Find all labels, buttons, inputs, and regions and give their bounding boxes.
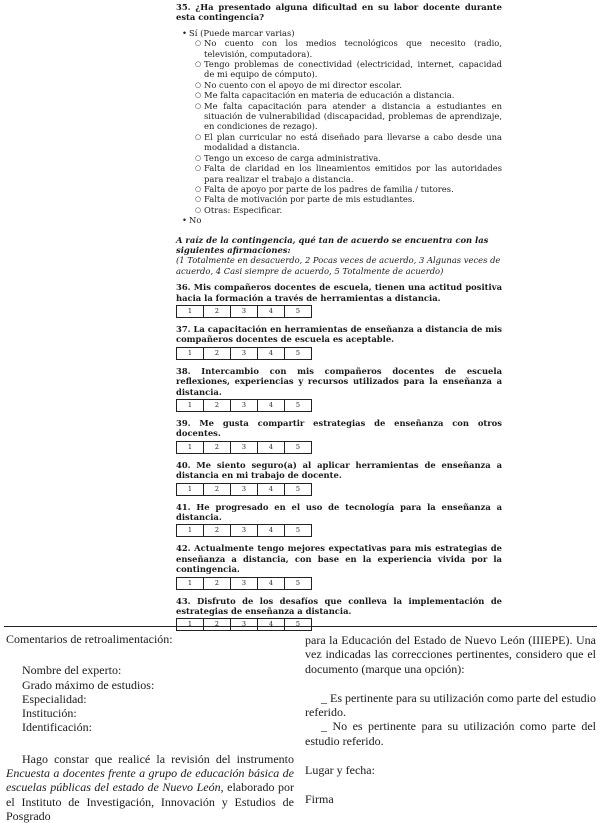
attest-post: , elaborado por el Instituto de Investigación, Innovación y Estudios de Posgrado [6, 780, 294, 823]
answer-no[interactable] [182, 215, 502, 225]
scale-option-5[interactable]: 5 [285, 347, 312, 359]
likert-scale [176, 577, 312, 590]
scale-option-2[interactable]: 2 [204, 619, 231, 631]
scale-option-1[interactable]: 1 [177, 483, 204, 495]
circle-bullet-icon: ○ [195, 80, 202, 89]
likert-scale [176, 618, 312, 631]
option-label: El plan curricular no está diseñado para llevarse a cabo desde una modalidad a distancia. [204, 131, 502, 153]
scale-option-3[interactable]: 3 [231, 305, 258, 317]
scale-option-4[interactable]: 4 [258, 400, 285, 412]
circle-bullet-icon: ○ [195, 195, 202, 204]
option-item-other[interactable] [195, 205, 502, 215]
scale-option-2[interactable]: 2 [204, 441, 231, 453]
scale-option-1[interactable]: 1 [177, 577, 204, 589]
option-label: Tengo un exceso de carga administrativa. [204, 152, 381, 163]
scale-option-4[interactable]: 4 [258, 483, 285, 495]
option-item[interactable] [195, 59, 502, 80]
survey-section [176, 2, 502, 631]
field-identification[interactable]: Identificación: [22, 720, 92, 735]
scale-option-4[interactable]: 4 [258, 305, 285, 317]
scale-option-2[interactable]: 2 [204, 483, 231, 495]
option-item[interactable] [195, 80, 502, 90]
scale-option-5[interactable]: 5 [285, 619, 312, 631]
signature-field[interactable]: Firma [305, 792, 334, 807]
scale-option-2[interactable]: 2 [204, 347, 231, 359]
scale-option-1[interactable]: 1 [177, 441, 204, 453]
field-specialty[interactable]: Especialidad: [22, 691, 87, 706]
scale-option-1[interactable]: 1 [177, 347, 204, 359]
option-label: No cuento con el apoyo de mi director escolar. [204, 79, 402, 90]
scale-option-5[interactable]: 5 [285, 441, 312, 453]
attestation-continuation: para la Educación del Estado de Nuevo León (IIIEPE). Una vez indicadas las correcciones pertinentes, considero que el documento (marque una opción): [305, 633, 596, 676]
scale-option-1[interactable]: 1 [177, 400, 204, 412]
feedback-left-column [6, 632, 294, 823]
feedback-right-column [305, 633, 596, 807]
field-max-degree[interactable]: Grado máximo de estudios: [22, 677, 155, 692]
likert-scale [176, 441, 312, 454]
circle-bullet-icon: ○ [195, 153, 202, 162]
expert-fields [22, 663, 294, 734]
scale-option-5[interactable]: 5 [285, 305, 312, 317]
likert-item [176, 418, 502, 454]
option-item[interactable] [195, 101, 502, 132]
likert-items [176, 282, 502, 631]
likert-question: 40. Me siento seguro(a) al aplicar herramientas de enseñanza a distancia en mi trabajo de docente. [176, 459, 502, 481]
question-35-title: 35. ¿Ha presentado alguna dificultad en su labor docente durante esta contingencia? [176, 2, 502, 23]
scale-option-1[interactable]: 1 [177, 305, 204, 317]
option-label: Tengo problemas de conectividad (electricidad, internet, capacidad de mi equipo de cómputo). [204, 59, 502, 80]
attest-pre: Hago constar que realicé la revisión del instrumento [22, 751, 294, 766]
option-label: No cuento con los medios tecnológicos que necesito (radio, televisión, computadora). [204, 38, 502, 59]
option-not-pertinent[interactable]: _ No es pertinente para su utilización como parte del estudio referido. [305, 719, 596, 748]
likert-item [176, 366, 502, 412]
attestation-paragraph [6, 752, 294, 823]
likert-item [176, 282, 502, 318]
scale-option-1[interactable]: 1 [177, 525, 204, 537]
field-expert-name[interactable]: Nombre del experto: [22, 663, 122, 678]
circle-bullet-icon: ○ [195, 60, 202, 69]
likert-question: 39. Me gusta compartir estrategias de enseñanza con otros docentes. [176, 418, 502, 439]
scale-option-3[interactable]: 3 [231, 619, 258, 631]
scale-legend: (1 Totalmente en desacuerdo, 2 Pocas veces de acuerdo, 3 Algunas veces de acuerdo, 4 Casi siempre de acuerdo, 5 Totalmente de acuerdo) [176, 255, 501, 276]
likert-question: 36. Mis compañeros docentes de escuela, tienen una actitud positiva hacia la formación a través de herramientas a distancia. [176, 282, 502, 303]
horizontal-divider [4, 626, 597, 627]
bullet-icon: • [182, 215, 187, 226]
scale-option-4[interactable]: 4 [258, 525, 285, 537]
instrument-title: Encuesta a docentes frente a grupo de educación básica de escuelas públicas del estado de Nuevo León [6, 766, 294, 795]
option-item[interactable] [195, 90, 502, 100]
option-item[interactable] [195, 153, 502, 163]
likert-scale [176, 399, 312, 412]
scale-option-3[interactable]: 3 [231, 483, 258, 495]
option-label: Otras: Especificar. [204, 204, 283, 215]
likert-scale [176, 483, 312, 496]
likert-item [176, 502, 502, 538]
likert-question: 37. La capacitación en herramientas de enseñanza a distancia de mis compañeros docentes de escuela es aceptable. [176, 323, 502, 345]
likert-question: 38. Intercambio con mis compañeros docentes de escuela reflexiones, experiencias y recursos utilizados para la enseñanza a distancia. [176, 365, 502, 397]
scale-option-2[interactable]: 2 [204, 305, 231, 317]
circle-bullet-icon: ○ [195, 101, 202, 110]
likert-scale [176, 524, 312, 537]
spacer [305, 748, 596, 763]
likert-question: 42. Actualmente tengo mejores expectativas para mis estrategias de enseñanza a distancia, con base en la experiencia vivida por la contingencia. [176, 543, 502, 575]
scale-option-5[interactable]: 5 [285, 577, 312, 589]
scale-option-3[interactable]: 3 [231, 577, 258, 589]
scale-option-3[interactable]: 3 [231, 347, 258, 359]
likert-instructions [176, 235, 502, 277]
scale-option-2[interactable]: 2 [204, 525, 231, 537]
option-item[interactable] [195, 132, 502, 153]
scale-option-3[interactable]: 3 [231, 400, 258, 412]
yes-options-list [189, 38, 502, 215]
likert-question: 43. Disfruto de los desafíos que conlleva la implementación de estrategias de enseñanza a distancia. [176, 595, 502, 617]
likert-scale [176, 347, 312, 360]
scale-option-2[interactable]: 2 [204, 400, 231, 412]
scale-option-4[interactable]: 4 [258, 441, 285, 453]
scale-option-5[interactable]: 5 [285, 483, 312, 495]
option-item[interactable] [195, 194, 502, 204]
option-label: Me falta capacitación para atender a distancia a estudiantes en situación de vulnerabilidad (discapacidad, problemas de aprendizaje, en condiciones de rezago). [204, 100, 502, 132]
option-item[interactable] [195, 163, 502, 184]
place-date-field[interactable]: Lugar y fecha: [305, 763, 375, 778]
circle-bullet-icon: ○ [195, 164, 202, 173]
likert-item [176, 543, 502, 589]
circle-bullet-icon: ○ [195, 91, 202, 100]
scale-option-4[interactable]: 4 [258, 347, 285, 359]
option-item[interactable] [195, 184, 502, 194]
circle-bullet-icon: ○ [195, 205, 202, 214]
scale-option-2[interactable]: 2 [204, 577, 231, 589]
scale-option-5[interactable]: 5 [285, 525, 312, 537]
circle-bullet-icon: ○ [195, 39, 202, 48]
circle-bullet-icon: ○ [195, 132, 202, 141]
option-pertinent[interactable]: _ Es pertinente para su utilización como parte del estudio referido. [305, 690, 596, 720]
field-institution[interactable]: Institución: [22, 706, 77, 721]
answer-no-label: No [189, 215, 202, 226]
scale-option-5[interactable]: 5 [285, 400, 312, 412]
option-label: Me falta capacitación en materia de educación a distancia. [204, 90, 455, 101]
question-35-answers [176, 28, 502, 226]
circle-bullet-icon: ○ [195, 184, 202, 193]
option-item[interactable] [195, 38, 502, 59]
instructions-lead: A raíz de la contingencia, qué tan de acuerdo se encuentra con las siguientes afirmaciones: [176, 234, 489, 255]
answer-yes-label: Sí (Puede marcar varias) [189, 27, 295, 38]
spacer [305, 676, 596, 691]
likert-scale [176, 305, 312, 318]
scale-option-3[interactable]: 3 [231, 525, 258, 537]
answer-yes[interactable] [182, 28, 502, 215]
scale-option-4[interactable]: 4 [258, 577, 285, 589]
likert-question: 41. He progresado en el uso de tecnología para la enseñanza a distancia. [176, 501, 502, 523]
option-label: Falta de apoyo por parte de los padres de familia / tutores. [204, 183, 454, 194]
feedback-heading: Comentarios de retroalimentación: [6, 632, 173, 646]
likert-item [176, 324, 502, 360]
likert-item [176, 460, 502, 496]
bullet-icon: • [182, 27, 187, 38]
option-label: Falta de motivación por parte de mis estudiantes. [204, 194, 415, 205]
spacer [305, 777, 596, 792]
scale-option-3[interactable]: 3 [231, 441, 258, 453]
scale-option-1[interactable]: 1 [177, 619, 204, 631]
option-label: Falta de claridad en los lineamientos emitidos por las autoridades para realizar el trabajo a distancia. [204, 163, 502, 184]
scale-option-4[interactable]: 4 [258, 619, 285, 631]
